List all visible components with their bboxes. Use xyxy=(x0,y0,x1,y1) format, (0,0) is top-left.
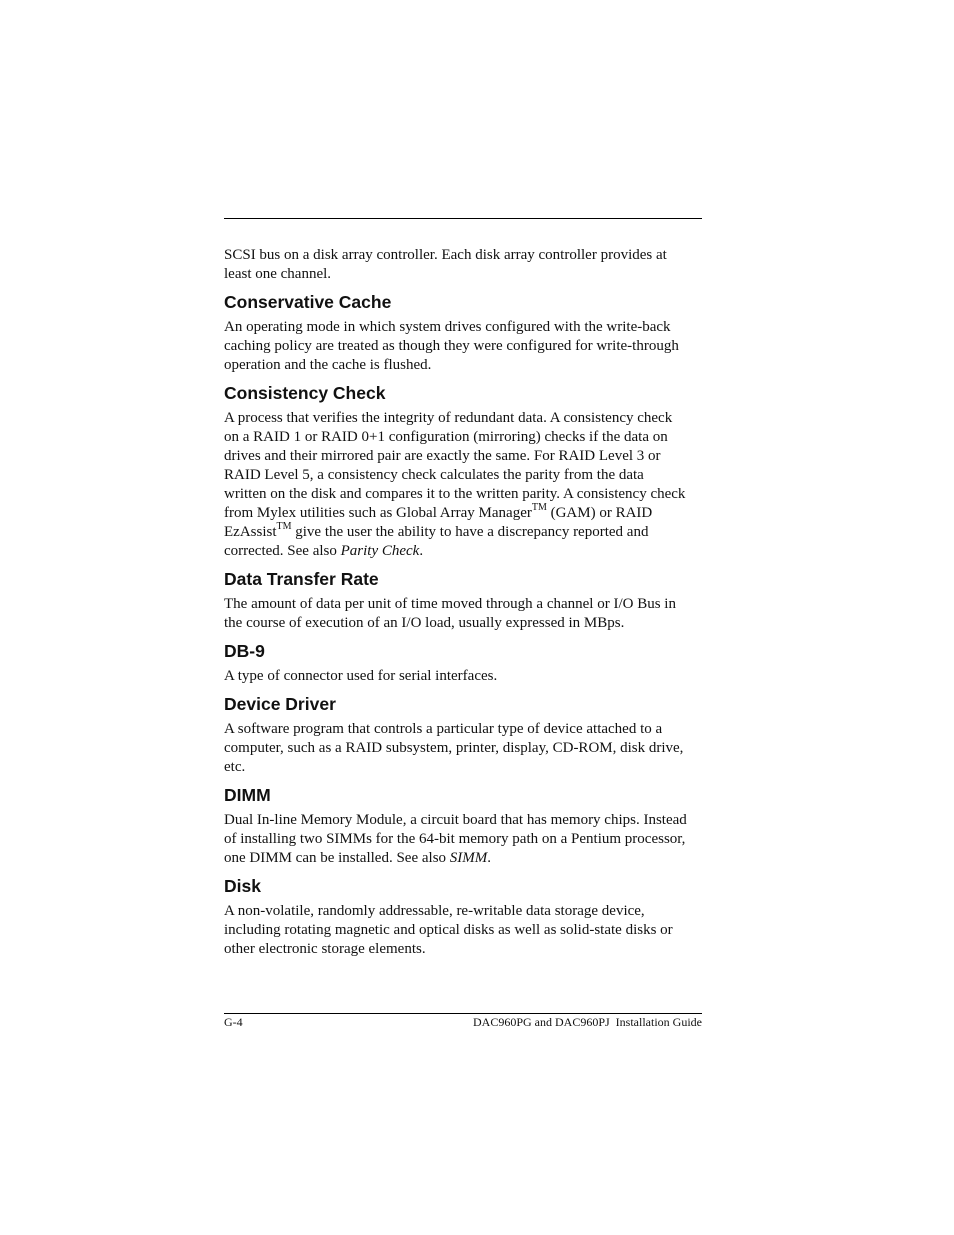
footer-rule xyxy=(224,1013,702,1014)
definition-data-transfer-rate: The amount of data per unit of time moved through a channel or I/O Bus in the course of execution of an I/O load, usually expressed in MBps. xyxy=(224,596,676,631)
definition-text: A process that verifies the integrity of redundant data. A consistency check on a RAID 1 or RAID 0+1 configuration (mirroring) checks if the data on drives and their mirrored pair are exactly the same. For RAID Level 3 or RAID Level 5, a consistency check calculates the parity from the data written on the disk and compares it to the written parity. A consistency check from Mylex utilities such as Global Array Manager xyxy=(224,410,686,521)
term-dimm: DIMM xyxy=(224,785,271,805)
header-rule xyxy=(224,218,702,219)
definition-db-9: A type of connector used for serial interfaces. xyxy=(224,668,498,684)
definition-text: (GAM) or RAID EzAssist xyxy=(224,505,653,540)
definition-text: give the user the ability to have a discrepancy reported and corrected. See also xyxy=(224,524,649,559)
definition-text: . xyxy=(419,543,424,559)
definition-text: . xyxy=(487,850,492,866)
term-conservative-cache: Conservative Cache xyxy=(224,292,392,312)
glossary-page xyxy=(224,0,702,1235)
definition-dimm xyxy=(224,811,702,868)
page-number: G-4 xyxy=(224,1015,243,1029)
trademark-mark: TM xyxy=(276,521,292,532)
term-db-9: DB-9 xyxy=(224,641,265,661)
guide-title: DAC960PG and DAC960PJ Installation Guide xyxy=(473,1015,702,1029)
trademark-mark: TM xyxy=(531,502,547,513)
definition-disk: A non-volatile, randomly addressable, re-writable data storage device, including rotating magnetic and optical disks as well as solid-state disks or other electronic storage elements. xyxy=(224,903,673,957)
glossary-content xyxy=(224,246,702,959)
definition-text: Dual In-line Memory Module, a circuit board that has memory chips. Instead of installing two SIMMs for the 64-bit memory path on a Pentium processor, one DIMM can be installed. See also xyxy=(224,812,687,866)
term-device-driver: Device Driver xyxy=(224,694,336,714)
continued-definition: SCSI bus on a disk array controller. Each disk array controller provides at least one channel. xyxy=(224,247,667,282)
term-disk: Disk xyxy=(224,876,261,896)
definition-device-driver: A software program that controls a particular type of device attached to a computer, such as a RAID subsystem, printer, display, CD-ROM, disk drive, etc. xyxy=(224,721,684,775)
term-consistency-check: Consistency Check xyxy=(224,383,386,403)
term-data-transfer-rate: Data Transfer Rate xyxy=(224,569,379,589)
definition-consistency-check xyxy=(224,409,702,561)
see-also-reference: SIMM xyxy=(449,850,488,866)
see-also-reference: Parity Check xyxy=(340,543,420,559)
definition-conservative-cache: An operating mode in which system drives configured with the write-back caching policy are treated as though they were configured for write-through operation and the cache is flushed. xyxy=(224,319,679,373)
